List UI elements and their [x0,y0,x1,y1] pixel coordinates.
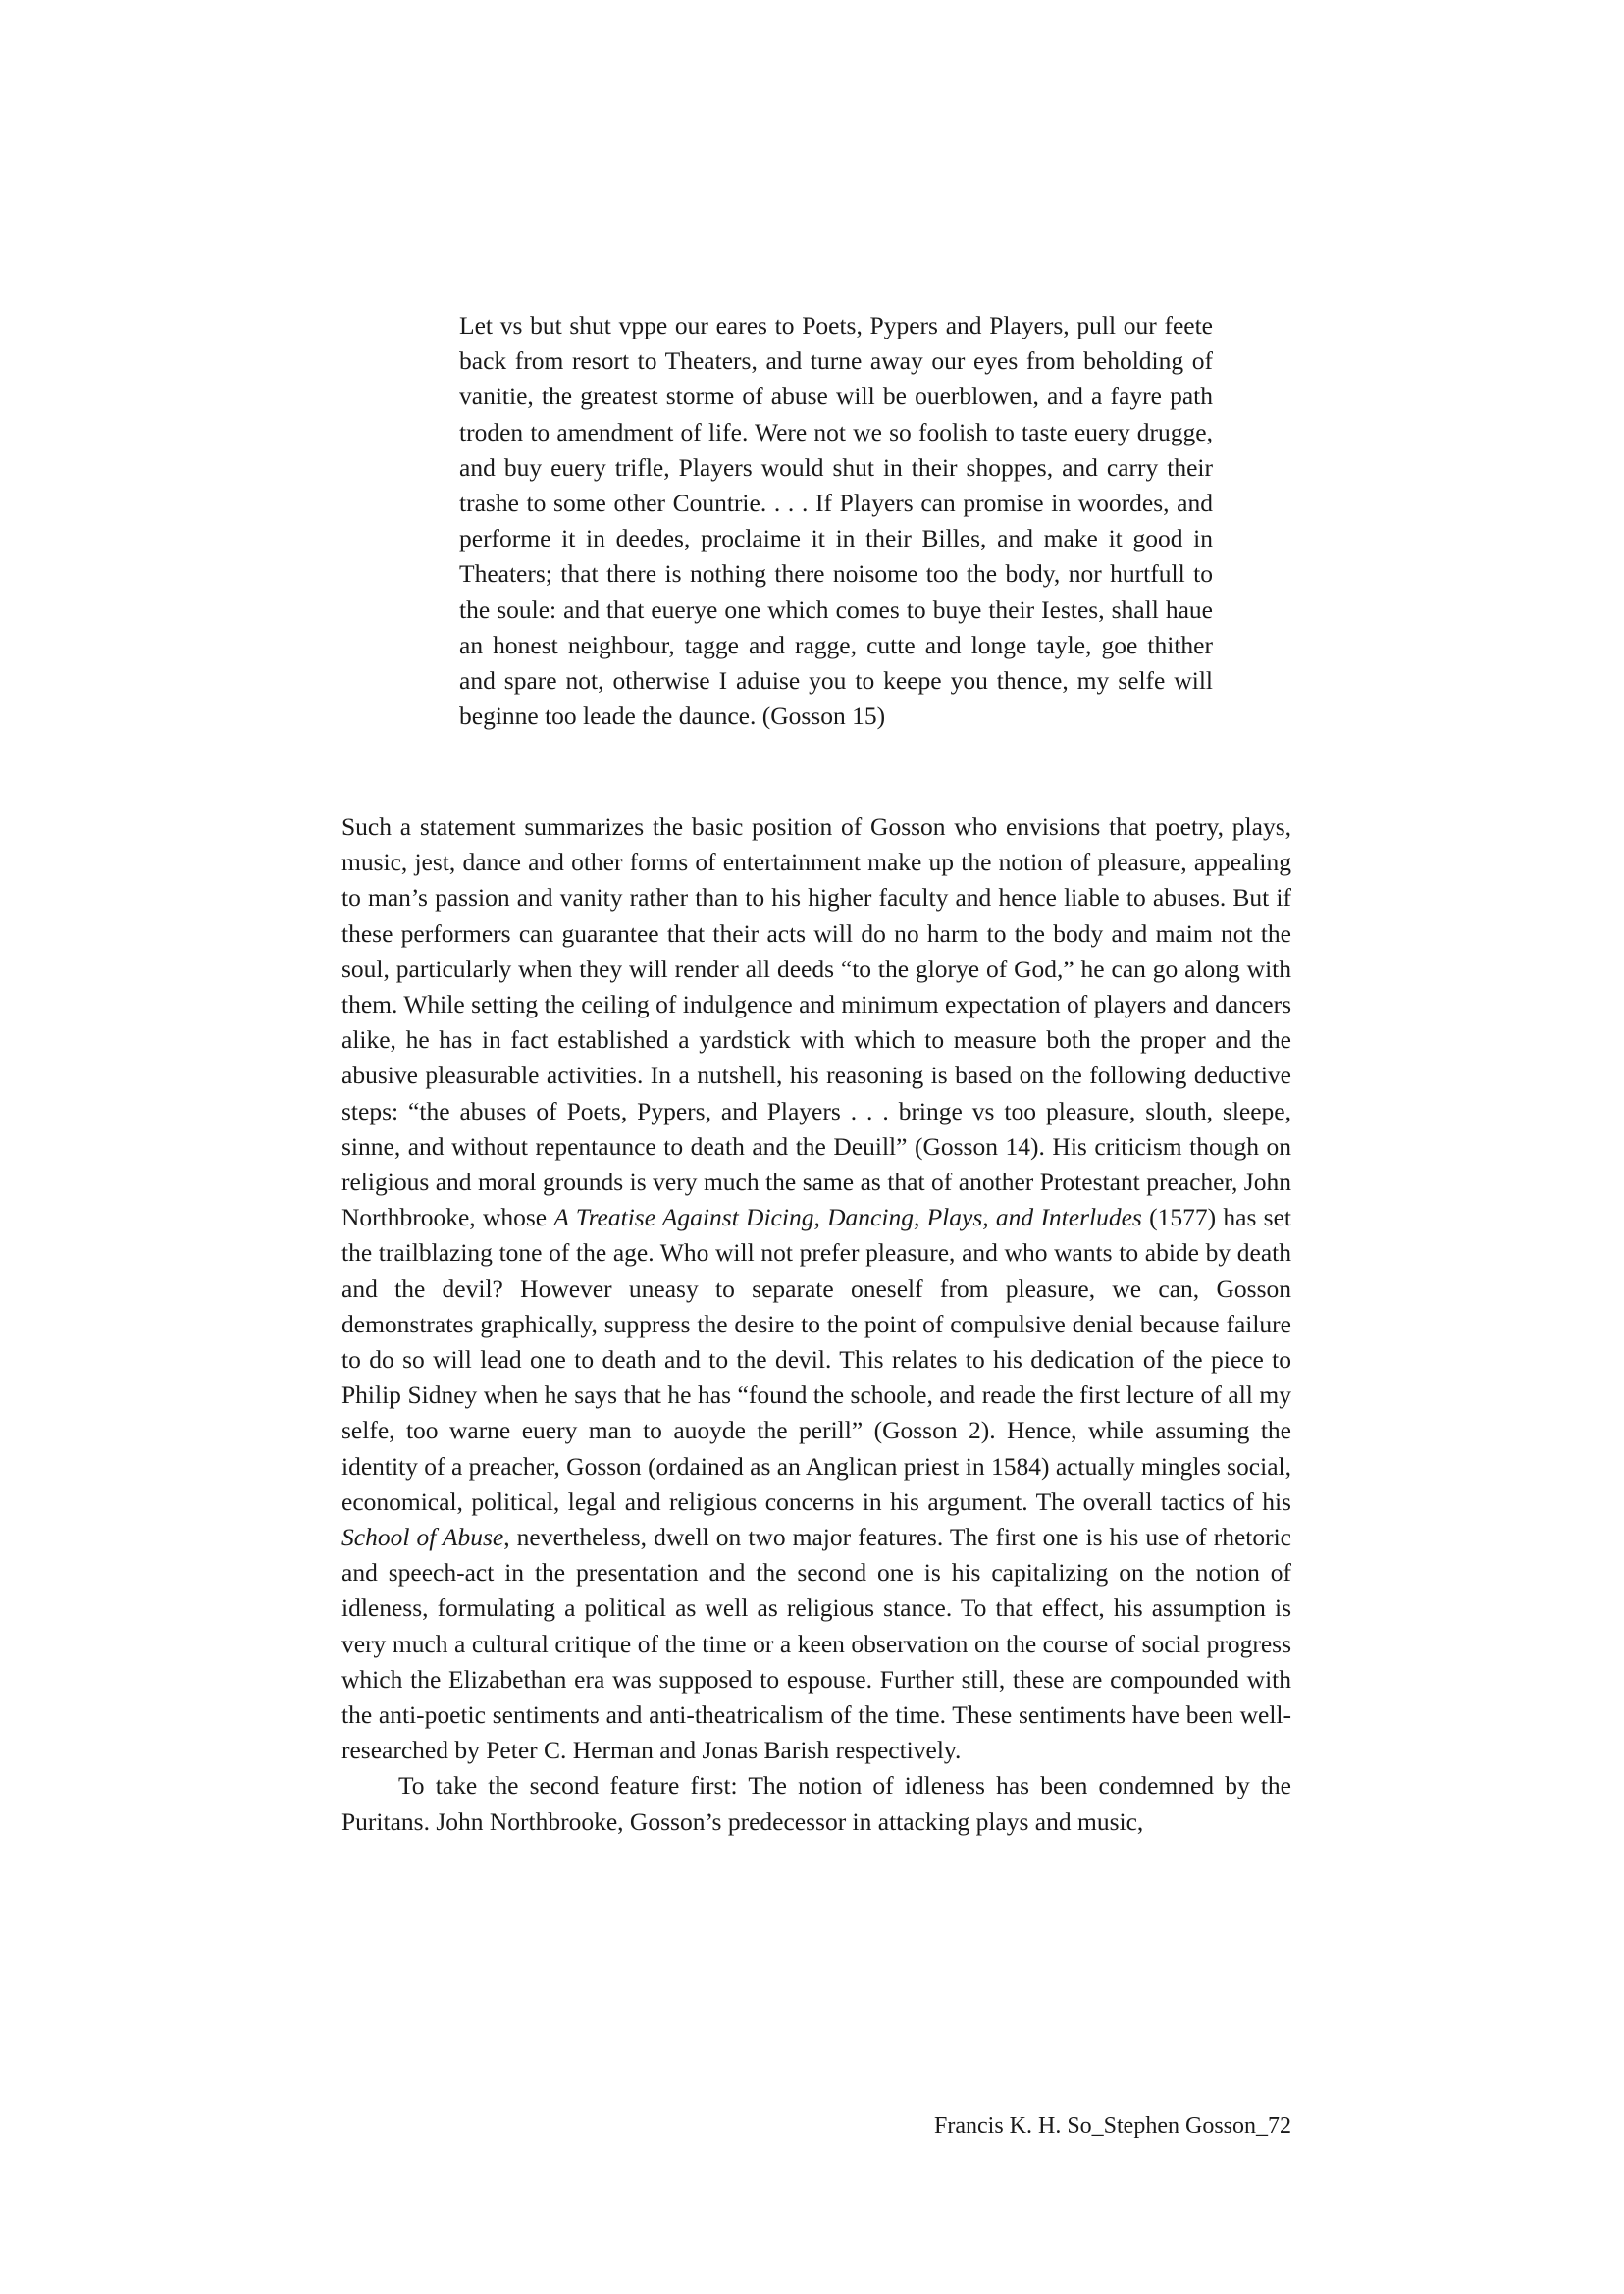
paragraph-text: Such a statement summarizes the basic position of Gosson who envisions that poetry, plays, music, jest, dance and other forms of entertainment make up the notion of pleasure, appealing to man’s passion and vanity rather than to his higher faculty and hence liable to abuses. But if these performers can guarantee that their acts will do no harm to the body and maim not the soul, particularly when they will render all deeds “to the glorye of God,” he can go along with them. While setting the ceiling of indulgence and minimum expectation of players and dancers alike, he has in fact established a yardstick with which to measure both the proper and the abusive pleasurable activities. In a nutshell, his reasoning is based on the following deductive steps: “the abuses of Poets, Pypers, and Players . . . bringe vs too pleasure, slouth, sleepe, sinne, and without repentaunce to death and the Deuill” (Gosson 14). His criticism though on religious and moral grounds is very much the same as that of another Protestant preacher, John Northbrooke, whose [341,812,1291,1232]
paragraph [341,809,1291,1768]
book-title: School of Abuse [341,1523,504,1552]
paragraph-text: , nevertheless, dwell on two major features. The first one is his use of rhetoric and speech-act in the presentation and the second one is his capitalizing on the notion of idleness, formulating a political as well as religious stance. To that effect, his assumption is very much a cultural critique of the time or a keen observation on the course of social progress which the Elizabethan era was supposed to espouse. Further still, these are compounded with the anti-poetic sentiments and anti-theatricalism of the time. These sentiments have been well-researched by Peter C. Herman and Jonas Barish respectively. [341,1523,1291,1765]
paragraph-text: (1577) has set the trailblazing tone of the age. Who will not prefer pleasure, and who wants to abide by death and the devil? However uneasy to separate oneself from pleasure, we can, Gosson demonstrates graphically, suppress the desire to the point of compulsive denial because failure to do so will lead one to death and to the devil. This relates to his dedication of the piece to Philip Sidney when he says that he has “found the schoole, and reade the first lecture of all my selfe, too warne euery man to auoyde the perill” (Gosson 2). Hence, while assuming the identity of a preacher, Gosson (ordained as an Anglican priest in 1584) actually mingles social, economical, political, legal and religious concerns in his argument. The overall tactics of his [341,1203,1291,1516]
paragraph: To take the second feature first: The notion of idleness has been condemned by the Puritans. John Northbrooke, Gosson’s predecessor in attacking plays and music, [341,1771,1291,1836]
block-quote: Let vs but shut vppe our eares to Poets, Pypers and Players, pull our feete back from resort to Theaters, and turne away our eyes from beholding of vanitie, the greatest storme of abuse will be ouerblowen, and a fayre path troden to amendment of life. Were not we so foolish to taste euery drugge, and buy euery trifle, Players would shut in their shoppes, and carry their trashe to some other Countrie. . . . If Players can promise in woordes, and performe it in deedes, proclaime it in their Billes, and make it good in Theaters; that there is nothing there noisome too the body, nor hurtfull to the soule: and that euerye one which comes to buye their Iestes, shall haue an honest neighbour, tagge and ragge, cutte and longe tayle, goe thither and spare not, otherwise I aduise you to keepe you thence, my selfe will beginne too leade the daunce. (Gosson 15) [459,311,1213,731]
body-text [341,809,1291,1840]
page-footer: Francis K. H. So_Stephen Gosson_72 [934,2113,1291,2139]
book-title: A Treatise Against Dicing, Dancing, Plays, and Interludes [553,1203,1142,1232]
